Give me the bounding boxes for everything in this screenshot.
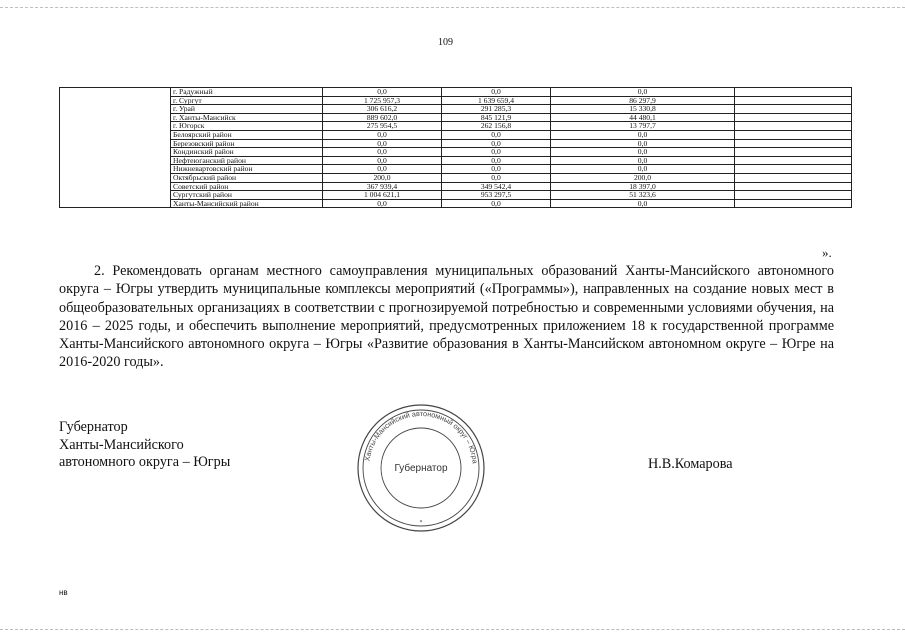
page-number: 109 (438, 37, 453, 48)
table-cell-blank-left (60, 105, 171, 114)
table-cell-blank-right (735, 96, 852, 105)
table-cell-municipality: Советский район (171, 182, 323, 191)
table-cell-amount: 0,0 (323, 130, 442, 139)
table-cell-blank-right (735, 173, 852, 182)
table-row (60, 173, 852, 182)
table-cell-blank-right (735, 191, 852, 200)
table-cell-municipality: Ханты-Мансийский район (171, 199, 323, 208)
table-cell-blank-right (735, 199, 852, 208)
table-row (60, 113, 852, 122)
table-cell-amount: 0,0 (442, 199, 551, 208)
table-cell-blank-left (60, 182, 171, 191)
table-cell-amount: 291 285,3 (442, 105, 551, 114)
table-cell-blank-right (735, 122, 852, 131)
table-cell-amount: 86 297,9 (551, 96, 735, 105)
table-cell-blank-left (60, 173, 171, 182)
table-cell-amount: 0,0 (323, 165, 442, 174)
stamp-ring-text: Ханты-Мансийский автономный округ – Югра (362, 408, 480, 465)
signature-title-line-1: Губернатор (59, 419, 128, 435)
table-cell-blank-right (735, 88, 852, 97)
table-cell-amount: 0,0 (442, 139, 551, 148)
table-cell-municipality: Сургутский район (171, 191, 323, 200)
table-cell-blank-left (60, 139, 171, 148)
table-row (60, 122, 852, 131)
table-cell-blank-right (735, 113, 852, 122)
table-cell-amount: 44 480,1 (551, 113, 735, 122)
table-cell-amount: 200,0 (551, 173, 735, 182)
table-row (60, 96, 852, 105)
table-cell-blank-right (735, 182, 852, 191)
table-cell-blank-left (60, 148, 171, 157)
table-cell-municipality: г. Сургут (171, 96, 323, 105)
table-cell-amount: 0,0 (442, 156, 551, 165)
table-row (60, 88, 852, 97)
table-row (60, 182, 852, 191)
table-cell-amount: 953 297,5 (442, 191, 551, 200)
table-cell-blank-left (60, 96, 171, 105)
table-row (60, 165, 852, 174)
table-cell-municipality: г. Ханты-Мансийск (171, 113, 323, 122)
table-cell-amount: 845 121,9 (442, 113, 551, 122)
table-cell-amount: 0,0 (323, 148, 442, 157)
table-cell-amount: 0,0 (323, 156, 442, 165)
table-cell-blank-right (735, 130, 852, 139)
table-cell-amount: 0,0 (551, 139, 735, 148)
table-cell-amount: 306 616,2 (323, 105, 442, 114)
table-cell-amount: 262 156,8 (442, 122, 551, 131)
table-cell-municipality: Белоярский район (171, 130, 323, 139)
signature-title-line-2: Ханты-Мансийского (59, 436, 184, 453)
table-cell-amount: 13 797,7 (551, 122, 735, 131)
table-cell-amount: 0,0 (323, 199, 442, 208)
table-cell-blank-left (60, 113, 171, 122)
top-scan-edge (0, 7, 905, 8)
table-cell-blank-left (60, 130, 171, 139)
signer-name: Н.В.Комарова (648, 456, 733, 472)
table-cell-blank-right (735, 139, 852, 148)
table-cell-amount: 1 639 659,4 (442, 96, 551, 105)
table-cell-blank-right (735, 105, 852, 114)
official-seal-stamp (350, 403, 492, 533)
table-cell-amount: 1 725 957,3 (323, 96, 442, 105)
table-cell-amount: 0,0 (442, 148, 551, 157)
table-cell-blank-right (735, 165, 852, 174)
table-row (60, 199, 852, 208)
table-cell-municipality: Октябрьский район (171, 173, 323, 182)
table-cell-blank-left (60, 199, 171, 208)
table-row (60, 130, 852, 139)
table-cell-amount: 0,0 (551, 130, 735, 139)
resolution-paragraph: 2. Рекомендовать органам местного самоуправления муниципальных образований Ханты-Мансийского автономного округа – Югры утвердить муниципальные комплексы мероприятий («Программы»), направленных на создание новых мест в общеобразовательных организациях в соответствии с прогнозируемой потребностью и современными условиями обучения, на 2016 – 2025 годы, и обеспечить выполнение мероприятий, предусмотренных приложением 18 к государственной программе Ханты-Мансийского автономного округа – Югры «Развитие образования в Ханты-Мансийском автономном округе – Югре на 2016-2020 годы». (59, 263, 834, 371)
table-cell-blank-right (735, 148, 852, 157)
table-cell-amount: 889 602,0 (323, 113, 442, 122)
table-cell-amount: 0,0 (323, 139, 442, 148)
table-cell-amount: 51 323,6 (551, 191, 735, 200)
table-row (60, 156, 852, 165)
table-cell-amount: 367 939,4 (323, 182, 442, 191)
table-cell-amount: 0,0 (323, 88, 442, 97)
table-cell-amount: 0,0 (551, 199, 735, 208)
table-cell-amount: 0,0 (551, 165, 735, 174)
table-cell-amount: 18 397,0 (551, 182, 735, 191)
table-cell-municipality: Нижневартовский район (171, 165, 323, 174)
table-cell-municipality: г. Югорск (171, 122, 323, 131)
table-cell-blank-left (60, 165, 171, 174)
table-cell-amount: 349 542,4 (442, 182, 551, 191)
table-cell-amount: 1 004 621,1 (323, 191, 442, 200)
table-cell-municipality: Березовский район (171, 139, 323, 148)
table-cell-municipality: г. Радужный (171, 88, 323, 97)
table-cell-blank-left (60, 122, 171, 131)
table-row (60, 139, 852, 148)
table-cell-amount: 15 330,8 (551, 105, 735, 114)
funding-table (59, 87, 852, 208)
stamp-center-text: Губернатор (394, 463, 448, 474)
table-cell-amount: 0,0 (551, 88, 735, 97)
bottom-scan-edge (0, 629, 905, 630)
signature-title-line-3: автономного округа – Югры (59, 454, 231, 470)
table-cell-blank-left (60, 191, 171, 200)
table-cell-amount: 0,0 (551, 156, 735, 165)
table-cell-blank-right (735, 156, 852, 165)
table-cell-municipality: Кондинский район (171, 148, 323, 157)
closing-quote-mark: ». (822, 245, 832, 260)
svg-text:*: * (419, 520, 423, 526)
table-row (60, 105, 852, 114)
table-cell-municipality: г. Урай (171, 105, 323, 114)
table-cell-amount: 200,0 (323, 173, 442, 182)
table-cell-amount: 0,0 (442, 165, 551, 174)
table-row (60, 191, 852, 200)
table-row (60, 148, 852, 157)
table-cell-municipality: Нефтеюганский район (171, 156, 323, 165)
table-cell-blank-left (60, 88, 171, 97)
table-cell-amount: 0,0 (442, 130, 551, 139)
table-cell-amount: 0,0 (551, 148, 735, 157)
table-cell-amount: 0,0 (442, 88, 551, 97)
table-cell-blank-left (60, 156, 171, 165)
table-cell-amount: 275 954,5 (323, 122, 442, 131)
signature-block (59, 419, 230, 472)
table-cell-amount: 0,0 (442, 173, 551, 182)
footer-initials: нв (59, 588, 68, 597)
